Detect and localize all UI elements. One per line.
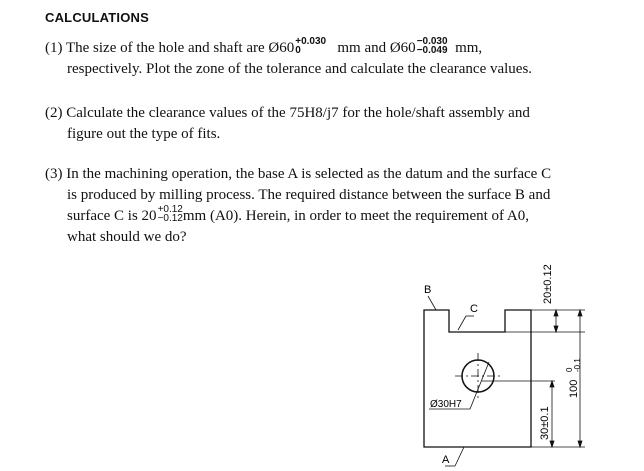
question-3-text-1: In the machining operation, the base A is selected as the datum and the surface C <box>66 166 552 182</box>
question-2-number: (2) <box>45 105 63 121</box>
question-1-number: (1) <box>45 40 63 56</box>
dim-100-label: 100 <box>568 379 580 398</box>
surface-b-leader <box>428 296 436 310</box>
dim-20-arrow-bottom <box>554 326 558 332</box>
question-3-text-3a: surface C is 20 <box>67 208 157 224</box>
surface-a-leader-2 <box>455 447 464 466</box>
question-1-line-2: respectively. Plot the zone of the tolerance and calculate the clearance values. <box>67 61 533 77</box>
dim-30-arrow-bottom <box>550 441 554 447</box>
part-outline <box>424 310 531 447</box>
question-1-text-b: mm and Ø60 <box>337 40 416 56</box>
question-2-text-1: Calculate the clearance values of the 75H8/j7 for the hole/shaft assembly and <box>66 105 530 121</box>
section-heading: CALCULATIONS <box>45 10 149 25</box>
shaft-upper-deviation: −0.030 <box>416 35 448 47</box>
dim-30-label: 30±0.1 <box>539 406 551 440</box>
question-3-text-3b: mm (A0). Herein, in order to meet the requirement of A0, <box>182 208 530 224</box>
surface-c-label: C <box>470 303 478 315</box>
hole-upper-deviation: +0.030 <box>295 35 327 47</box>
hole-lower-deviation: 0 <box>295 44 301 56</box>
surface-a-label: A <box>442 454 450 466</box>
shaft-lower-deviation: −0.049 <box>416 44 448 56</box>
hole-leader-line <box>470 362 489 409</box>
question-1-text-c: mm, <box>455 40 483 56</box>
question-3-line-2: is produced by milling process. The required distance between the surface B and <box>67 187 551 203</box>
dim-20-arrow-top <box>554 310 558 316</box>
dim-30-arrow-top <box>550 381 554 387</box>
question-2-line-2: figure out the type of fits. <box>67 126 221 142</box>
distance-lower-deviation: −0.12 <box>157 212 183 224</box>
dim-100-arrow-top <box>578 310 582 316</box>
hole-dimension-label: Ø30H7 <box>430 399 462 410</box>
question-3-number: (3) <box>45 166 63 182</box>
surface-c-leader-2 <box>458 316 466 330</box>
surface-b-label: B <box>424 284 432 296</box>
dim-100-lower-deviation: -0.1 <box>573 358 582 372</box>
dim-100-arrow-bottom <box>578 441 582 447</box>
question-3-line-4: what should we do? <box>67 229 187 245</box>
distance-upper-deviation: +0.12 <box>157 203 183 215</box>
question-1-text-a: The size of the hole and shaft are Ø60 <box>65 40 295 56</box>
dim-100-upper-deviation: 0 <box>565 367 574 372</box>
dim-20-label: 20±0.12 <box>542 264 554 304</box>
